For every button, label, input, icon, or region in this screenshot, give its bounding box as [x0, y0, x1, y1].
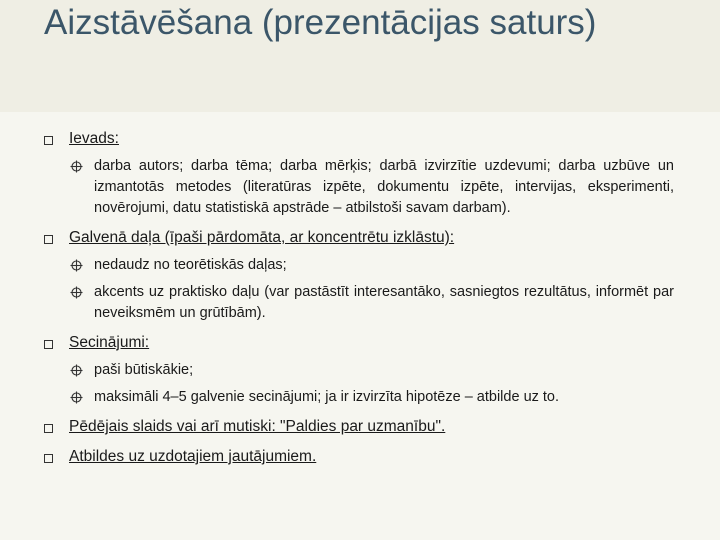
section-answers — [0, 446, 720, 468]
section-last-slide — [0, 416, 720, 438]
section-label: Galvenā daļa (īpaši pārdomāta, ar koncentrētu izklāstu): — [69, 229, 455, 246]
list-item-text: darba autors; darba tēma; darba mērķis; darbā izvirzītie uzdevumi; darba uzbūve un izmantotās metodes (literatūras izpēte, dokumentu izpēte, intervijas, eksperimenti, novērojumi, datu statistiskā apstrāde – atbilstoši savam darbam). — [94, 158, 674, 216]
slide-content — [0, 128, 720, 468]
square-bullet-icon — [44, 454, 53, 463]
section-label: Pēdējais slaids vai arī mutiski: "Paldies par uzmanību". — [69, 418, 446, 435]
square-bullet-icon — [44, 136, 53, 145]
square-bullet-icon — [44, 424, 53, 433]
crosshair-circle-bullet-icon — [70, 160, 83, 173]
list-item-text: nedaudz no teorētiskās daļas; — [94, 257, 287, 273]
square-bullet-icon — [44, 235, 53, 244]
section-intro — [0, 128, 720, 150]
section-main — [0, 227, 720, 249]
section-label: Secinājumi: — [69, 334, 150, 351]
list-item — [0, 255, 720, 276]
list-item-text: akcents uz praktisko daļu (var pastāstīt interesantāko, sasniegtos rezultātus, informēt par neveiksmēm un grūtībām). — [94, 284, 674, 321]
list-item — [0, 360, 720, 381]
crosshair-circle-bullet-icon — [70, 391, 83, 404]
list-item — [0, 387, 720, 408]
crosshair-circle-bullet-icon — [70, 259, 83, 272]
list-item-text: maksimāli 4–5 galvenie secinājumi; ja ir izvirzīta hipotēze – atbilde uz to. — [94, 389, 560, 405]
section-conclusions — [0, 332, 720, 354]
crosshair-circle-bullet-icon — [70, 364, 83, 377]
section-label: Ievads: — [69, 130, 119, 147]
slide-title: Aizstāvēšana (prezentācijas saturs) — [44, 3, 597, 42]
list-item — [0, 156, 720, 219]
section-label: Atbildes uz uzdotajiem jautājumiem. — [69, 448, 317, 465]
crosshair-circle-bullet-icon — [70, 286, 83, 299]
list-item-text: paši būtiskākie; — [94, 362, 194, 378]
square-bullet-icon — [44, 340, 53, 349]
list-item — [0, 282, 720, 324]
